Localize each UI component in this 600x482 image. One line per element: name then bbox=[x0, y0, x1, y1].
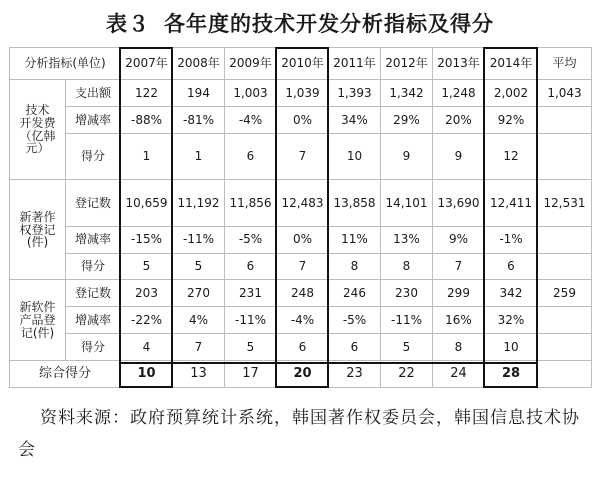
group-label-line: 开发费 bbox=[19, 116, 56, 131]
cell: 16% bbox=[433, 307, 485, 334]
table-row bbox=[10, 307, 592, 334]
group-label-line: 技术 bbox=[25, 103, 50, 118]
header-cell: 2008年 bbox=[173, 48, 225, 80]
sub-label: 登记数 bbox=[66, 280, 121, 307]
cell: 194 bbox=[173, 80, 225, 107]
header-cell: 2013年 bbox=[433, 48, 485, 80]
cell: 0% bbox=[277, 106, 329, 133]
cell: 9% bbox=[433, 226, 485, 253]
cell: 8 bbox=[329, 253, 381, 280]
total-cell: 10 bbox=[121, 361, 173, 388]
group-label-line: (件) bbox=[26, 235, 49, 250]
sub-label: 增减率 bbox=[66, 106, 121, 133]
cell: 9 bbox=[381, 133, 433, 180]
cell: 5 bbox=[225, 334, 277, 361]
total-cell: 24 bbox=[433, 361, 485, 388]
cell: 10 bbox=[329, 133, 381, 180]
cell: 6 bbox=[225, 253, 277, 280]
cell: 14,101 bbox=[381, 180, 433, 227]
cell: -81% bbox=[173, 106, 225, 133]
table-row bbox=[10, 253, 592, 280]
cell: -5% bbox=[225, 226, 277, 253]
cell: 12 bbox=[485, 133, 538, 180]
cell: 1,248 bbox=[433, 80, 485, 107]
cell: 6 bbox=[485, 253, 538, 280]
cell: 1,043 bbox=[538, 80, 592, 107]
cell: 10 bbox=[485, 334, 538, 361]
group-label-line: 权登记 bbox=[19, 222, 56, 237]
cell: 1,393 bbox=[329, 80, 381, 107]
cell: 1,342 bbox=[381, 80, 433, 107]
cell: 7 bbox=[277, 133, 329, 180]
cell: -4% bbox=[225, 106, 277, 133]
cell: 1 bbox=[173, 133, 225, 180]
total-cell bbox=[538, 361, 592, 388]
table-row bbox=[10, 226, 592, 253]
header-cell: 分析指标(单位) bbox=[10, 48, 121, 80]
cell: 11,192 bbox=[173, 180, 225, 227]
table-row bbox=[10, 133, 592, 180]
total-cell: 28 bbox=[485, 361, 538, 388]
header-cell: 2009年 bbox=[225, 48, 277, 80]
sub-label: 登记数 bbox=[66, 180, 121, 227]
table-row bbox=[10, 280, 592, 307]
cell: 11% bbox=[329, 226, 381, 253]
cell: 1,003 bbox=[225, 80, 277, 107]
cell: 6 bbox=[225, 133, 277, 180]
cell: -5% bbox=[329, 307, 381, 334]
cell: -1% bbox=[485, 226, 538, 253]
cell bbox=[538, 253, 592, 280]
cell: -11% bbox=[173, 226, 225, 253]
cell: 122 bbox=[121, 80, 173, 107]
cell: 230 bbox=[381, 280, 433, 307]
total-cell: 22 bbox=[381, 361, 433, 388]
cell: -11% bbox=[225, 307, 277, 334]
sub-label: 支出额 bbox=[66, 80, 121, 107]
cell: 13% bbox=[381, 226, 433, 253]
table-container bbox=[9, 47, 591, 388]
cell: 12,531 bbox=[538, 180, 592, 227]
cell: 11,856 bbox=[225, 180, 277, 227]
data-table bbox=[9, 47, 592, 388]
table-body bbox=[10, 48, 592, 388]
cell bbox=[538, 307, 592, 334]
group-label-line: （亿韩 bbox=[19, 128, 56, 143]
cell bbox=[538, 133, 592, 180]
cell bbox=[538, 226, 592, 253]
total-cell: 23 bbox=[329, 361, 381, 388]
header-cell: 平均 bbox=[538, 48, 592, 80]
cell: 13,690 bbox=[433, 180, 485, 227]
group-label-line: 新软件 bbox=[19, 300, 56, 315]
cell: 7 bbox=[433, 253, 485, 280]
cell: -88% bbox=[121, 106, 173, 133]
cell: 29% bbox=[381, 106, 433, 133]
cell: 12,411 bbox=[485, 180, 538, 227]
cell: 7 bbox=[173, 334, 225, 361]
sub-label: 得分 bbox=[66, 334, 121, 361]
group-label-line: 记(件) bbox=[20, 325, 55, 340]
cell: 1,039 bbox=[277, 80, 329, 107]
sub-label: 增减率 bbox=[66, 226, 121, 253]
cell: 92% bbox=[485, 106, 538, 133]
cell: -22% bbox=[121, 307, 173, 334]
table-row bbox=[10, 106, 592, 133]
cell: 0% bbox=[277, 226, 329, 253]
cell: 20% bbox=[433, 106, 485, 133]
table-title bbox=[0, 8, 600, 38]
cell: 259 bbox=[538, 280, 592, 307]
cell: 5 bbox=[173, 253, 225, 280]
cell: -15% bbox=[121, 226, 173, 253]
cell: 342 bbox=[485, 280, 538, 307]
cell: 246 bbox=[329, 280, 381, 307]
group-label-line: 新著作 bbox=[19, 209, 56, 224]
cell: 5 bbox=[121, 253, 173, 280]
cell: 4 bbox=[121, 334, 173, 361]
table-row bbox=[10, 180, 592, 227]
cell: 10,659 bbox=[121, 180, 173, 227]
cell: 6 bbox=[329, 334, 381, 361]
cell: 34% bbox=[329, 106, 381, 133]
cell: 248 bbox=[277, 280, 329, 307]
group-label-line: 产品登 bbox=[19, 312, 56, 327]
header-cell: 2007年 bbox=[121, 48, 173, 80]
cell: -4% bbox=[277, 307, 329, 334]
total-row bbox=[10, 361, 592, 388]
cell: 2,002 bbox=[485, 80, 538, 107]
total-cell: 20 bbox=[277, 361, 329, 388]
cell: 231 bbox=[225, 280, 277, 307]
cell bbox=[538, 334, 592, 361]
cell: 7 bbox=[277, 253, 329, 280]
header-cell: 2011年 bbox=[329, 48, 381, 80]
header-cell: 2012年 bbox=[381, 48, 433, 80]
source-note: 资料来源：政府预算统计系统，韩国著作权委员会，韩国信息技术协会 bbox=[18, 408, 580, 460]
table-caption: 各年度的技术开发分析指标及得分 bbox=[164, 12, 494, 36]
total-label: 综合得分 bbox=[10, 361, 121, 388]
cell: 299 bbox=[433, 280, 485, 307]
cell: 9 bbox=[433, 133, 485, 180]
cell bbox=[538, 106, 592, 133]
sub-label: 增减率 bbox=[66, 307, 121, 334]
sub-label: 得分 bbox=[66, 253, 121, 280]
table-number: 表３ bbox=[106, 12, 150, 36]
cell: 13,858 bbox=[329, 180, 381, 227]
header-cell: 2010年 bbox=[277, 48, 329, 80]
group-label bbox=[10, 280, 66, 361]
cell: 12,483 bbox=[277, 180, 329, 227]
cell: 8 bbox=[433, 334, 485, 361]
cell: -11% bbox=[381, 307, 433, 334]
sub-label: 得分 bbox=[66, 133, 121, 180]
total-cell: 13 bbox=[173, 361, 225, 388]
cell: 8 bbox=[381, 253, 433, 280]
group-label-line: 元） bbox=[25, 141, 50, 156]
cell: 203 bbox=[121, 280, 173, 307]
group-label bbox=[10, 180, 66, 280]
table-row bbox=[10, 80, 592, 107]
cell: 6 bbox=[277, 334, 329, 361]
cell: 270 bbox=[173, 280, 225, 307]
cell: 4% bbox=[173, 307, 225, 334]
cell: 32% bbox=[485, 307, 538, 334]
group-label bbox=[10, 80, 66, 180]
cell: 5 bbox=[381, 334, 433, 361]
table-row bbox=[10, 334, 592, 361]
header-row bbox=[10, 48, 592, 80]
header-cell: 2014年 bbox=[485, 48, 538, 80]
cell: 1 bbox=[121, 133, 173, 180]
total-cell: 17 bbox=[225, 361, 277, 388]
